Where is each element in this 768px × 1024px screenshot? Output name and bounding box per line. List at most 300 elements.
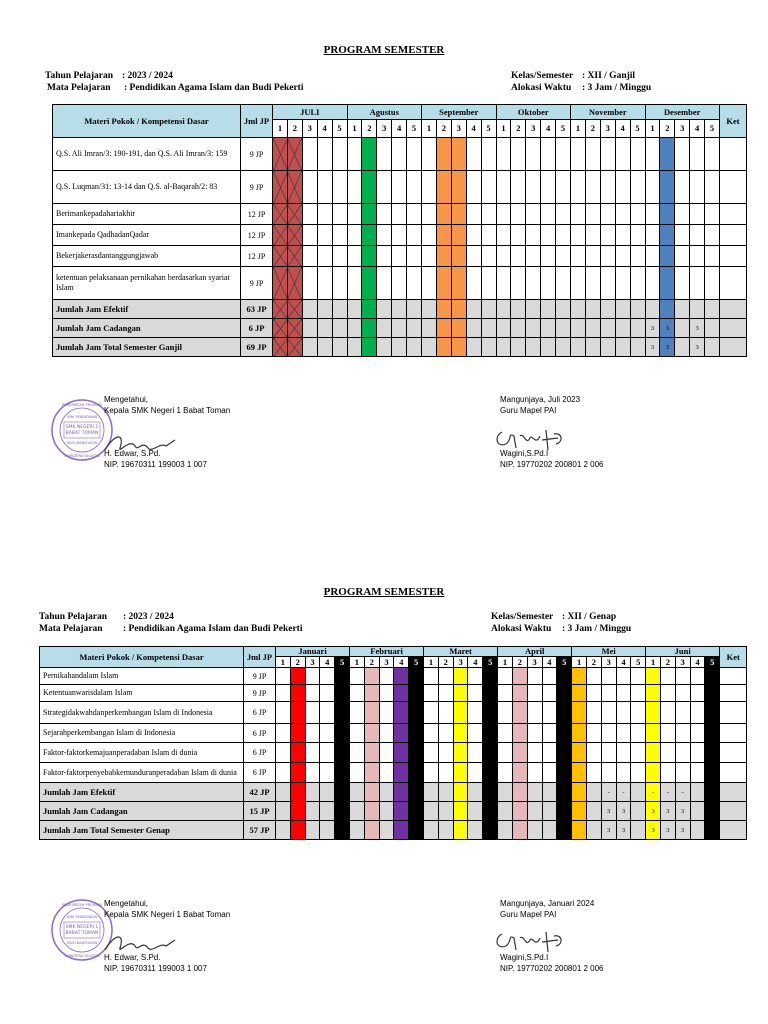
signature-right-2 <box>500 898 604 974</box>
week-cell <box>496 225 511 246</box>
week-cell <box>422 267 437 300</box>
week-cell <box>496 204 511 225</box>
week-cell-black <box>483 821 498 840</box>
week-cell <box>571 319 586 338</box>
week-number: 1 <box>276 657 291 668</box>
week-cell <box>631 802 646 821</box>
week-cell <box>305 802 320 821</box>
week-cell <box>630 319 645 338</box>
week-cell <box>305 821 320 840</box>
week-cell-pink <box>364 821 379 840</box>
week-cell <box>466 267 481 300</box>
week-cell-purple <box>394 743 409 763</box>
week-cell <box>541 204 556 225</box>
ket-cell <box>719 319 746 338</box>
week-cell-black <box>705 743 720 763</box>
week-cell-yellow <box>453 743 468 763</box>
week-cell <box>601 702 616 724</box>
week-cell <box>675 668 690 685</box>
week-cell-yellow <box>646 668 661 685</box>
week-cell <box>392 246 407 267</box>
tahun-value: : 2023 / 2024 <box>123 612 174 622</box>
week-cell <box>675 763 690 783</box>
week-cell <box>527 724 542 743</box>
kepsek-name: H. Edwar, S.Pd. <box>104 449 161 458</box>
week-cell-black <box>705 685 720 702</box>
week-cell <box>438 743 453 763</box>
week-cell <box>320 763 335 783</box>
week-cell <box>305 783 320 802</box>
kepsek-title: Kepala SMK Negeri 1 Babat Toman <box>104 910 231 919</box>
week-cell <box>332 225 347 246</box>
week-cell: 3 <box>690 338 705 357</box>
week-cell <box>571 171 586 204</box>
week-number: 4 <box>320 657 335 668</box>
week-cell <box>496 267 511 300</box>
ket-cell <box>720 802 747 821</box>
week-cell <box>276 821 291 840</box>
week-cell <box>615 225 630 246</box>
materi-cell: Strategidakwahdanperkembangan Islam di Indonesia <box>40 702 244 724</box>
week-cell <box>350 821 365 840</box>
week-cell <box>630 267 645 300</box>
week-cell <box>615 300 630 319</box>
month-header: Februari <box>350 647 424 657</box>
week-cell-black <box>335 802 350 821</box>
week-cell <box>407 319 422 338</box>
week-cell-red <box>290 802 305 821</box>
week-cell <box>541 225 556 246</box>
week-cell <box>541 171 556 204</box>
week-cell <box>631 668 646 685</box>
week-cell <box>496 138 511 171</box>
week-cell <box>511 338 526 357</box>
week-cell <box>422 338 437 357</box>
guru-name: Wagini,S.Pd.I <box>500 449 549 458</box>
week-cell <box>438 821 453 840</box>
jp-cell: 9 JP <box>244 668 276 685</box>
week-cell <box>438 685 453 702</box>
week-cell-black <box>557 783 572 802</box>
week-cell <box>407 204 422 225</box>
week-cell-pts <box>451 204 466 225</box>
week-cell <box>675 724 690 743</box>
week-cell-black <box>557 724 572 743</box>
week-cell <box>466 171 481 204</box>
kepsek-name: H. Edwar, S.Pd. <box>104 953 161 962</box>
week-cell <box>542 783 557 802</box>
week-number: 1 <box>496 120 511 138</box>
week-cell: 3 <box>601 821 616 840</box>
ket-cell <box>719 138 746 171</box>
week-cell <box>466 204 481 225</box>
week-cell-pts <box>436 338 451 357</box>
week-number: 3 <box>377 120 392 138</box>
jp-cell: 9 JP <box>241 267 273 300</box>
week-cell <box>690 138 705 171</box>
week-cell <box>305 743 320 763</box>
week-cell <box>526 138 541 171</box>
week-cell <box>705 204 720 225</box>
week-cell <box>498 802 513 821</box>
week-cell-orange <box>572 702 587 724</box>
week-cell-black <box>483 668 498 685</box>
alokasi-value: : 3 Jam / Minggu <box>562 624 632 634</box>
week-cell <box>615 204 630 225</box>
week-cell <box>302 246 317 267</box>
week-cell <box>585 267 600 300</box>
week-cell <box>631 685 646 702</box>
week-cell-yellow <box>646 724 661 743</box>
week-cell <box>615 171 630 204</box>
week-cell-holiday <box>287 338 302 357</box>
week-cell-black <box>335 783 350 802</box>
program-table-genap <box>39 646 747 840</box>
stamp-text-line: SMK NEGERI 1 <box>65 425 99 430</box>
week-cell <box>317 319 332 338</box>
week-cell <box>705 225 720 246</box>
signature-left-2 <box>104 898 230 974</box>
week-cell <box>541 319 556 338</box>
mapel-value: : Pendidikan Agama Islam dan Budi Pekerti <box>124 83 304 93</box>
week-cell <box>377 319 392 338</box>
week-cell-yellow: 3 <box>646 821 661 840</box>
tahun-label: Tahun Pelajaran <box>39 612 108 622</box>
week-number: 4 <box>466 120 481 138</box>
week-cell <box>631 763 646 783</box>
stamp-text-line: SMK PENDIDIKAN <box>66 915 98 919</box>
week-cell-black <box>409 763 424 783</box>
week-cell <box>320 668 335 685</box>
kelas-label: Kelas/Semester <box>491 612 554 622</box>
week-cell <box>527 702 542 724</box>
total-label: Jumlah Jam Total Semester Ganjil <box>53 338 241 357</box>
week-cell <box>305 685 320 702</box>
week-number: 4 <box>394 657 409 668</box>
week-number: 4 <box>616 657 631 668</box>
materi-cell: Faktor-faktorpenyebabkemunduranperadaban Islam di dunia <box>40 763 244 783</box>
week-cell <box>379 802 394 821</box>
week-cell <box>347 225 362 246</box>
week-cell-purple <box>394 783 409 802</box>
week-cell <box>424 743 439 763</box>
week-cell-pas: 3 <box>660 338 675 357</box>
stamp-text-line: SUMATERA SELATAN <box>64 454 100 458</box>
week-cell: - <box>675 783 690 802</box>
week-cell-yellow: - <box>646 783 661 802</box>
week-cell <box>586 724 601 743</box>
week-cell-ujian <box>362 300 377 319</box>
week-cell-black <box>483 763 498 783</box>
week-number: 2 <box>586 657 601 668</box>
week-cell <box>320 724 335 743</box>
week-number: 2 <box>436 120 451 138</box>
week-cell-holiday <box>287 319 302 338</box>
week-cell <box>705 267 720 300</box>
week-number: 3 <box>526 120 541 138</box>
week-number: 3 <box>379 657 394 668</box>
week-cell-holiday <box>287 204 302 225</box>
week-cell <box>526 319 541 338</box>
week-cell-pas: 3 <box>660 319 675 338</box>
week-cell <box>630 338 645 357</box>
week-cell <box>586 668 601 685</box>
week-cell-yellow <box>646 743 661 763</box>
week-number: 1 <box>422 120 437 138</box>
week-cell <box>468 685 483 702</box>
week-cell-pink <box>512 802 527 821</box>
week-cell <box>317 204 332 225</box>
week-number: 5 <box>332 120 347 138</box>
week-cell <box>586 783 601 802</box>
week-cell-holiday <box>287 225 302 246</box>
ket-cell <box>720 724 747 743</box>
week-cell-black <box>705 802 720 821</box>
week-cell: 3 <box>660 802 675 821</box>
place-date: Mangunjaya, Juli 2023 <box>500 395 581 404</box>
week-cell <box>498 821 513 840</box>
week-cell <box>556 338 571 357</box>
week-cell <box>438 763 453 783</box>
week-cell <box>645 138 660 171</box>
week-cell <box>317 225 332 246</box>
week-cell <box>511 225 526 246</box>
week-cell <box>332 246 347 267</box>
week-cell <box>481 225 496 246</box>
week-cell: 3 <box>645 338 660 357</box>
week-number: 1 <box>273 120 288 138</box>
week-cell-pas <box>660 225 675 246</box>
week-cell <box>379 668 394 685</box>
week-cell-red <box>290 685 305 702</box>
week-cell <box>276 763 291 783</box>
week-cell <box>392 204 407 225</box>
stamp-text-line: SMK PENDIDIKAN <box>66 415 98 419</box>
week-cell <box>541 267 556 300</box>
week-cell <box>407 171 422 204</box>
week-cell-pink <box>512 668 527 685</box>
week-cell <box>556 319 571 338</box>
week-number: 3 <box>527 657 542 668</box>
week-number: 2 <box>511 120 526 138</box>
week-cell-black <box>483 802 498 821</box>
week-number: 2 <box>362 120 377 138</box>
week-cell <box>422 138 437 171</box>
week-cell: 3 <box>601 802 616 821</box>
week-cell <box>630 300 645 319</box>
week-cell <box>542 763 557 783</box>
week-cell <box>556 267 571 300</box>
week-cell <box>424 702 439 724</box>
week-cell <box>600 300 615 319</box>
week-cell <box>690 763 705 783</box>
week-cell-black <box>409 783 424 802</box>
week-cell <box>332 338 347 357</box>
mapel-label: Mata Pelajaran <box>47 83 111 93</box>
week-cell <box>511 319 526 338</box>
week-number: 4 <box>392 120 407 138</box>
alokasi-value: : 3 Jam / Minggu <box>582 83 652 93</box>
week-number: 1 <box>571 120 586 138</box>
week-cell <box>705 300 720 319</box>
week-cell <box>424 724 439 743</box>
stamp-text-line: BABAT TOMAN <box>65 931 99 936</box>
week-cell-orange <box>572 821 587 840</box>
program-table-ganjil <box>52 104 747 357</box>
week-cell <box>526 338 541 357</box>
week-cell-pts <box>436 204 451 225</box>
week-number: 2 <box>290 657 305 668</box>
week-cell <box>466 225 481 246</box>
week-cell-pts <box>451 319 466 338</box>
header-left-ganjil <box>45 70 303 94</box>
week-cell <box>320 702 335 724</box>
week-cell <box>496 246 511 267</box>
week-number: 5 <box>409 657 424 668</box>
week-cell <box>496 319 511 338</box>
week-cell-pink <box>364 743 379 763</box>
week-number: 4 <box>690 120 705 138</box>
week-cell-pts <box>451 246 466 267</box>
week-cell <box>302 225 317 246</box>
week-cell <box>377 171 392 204</box>
week-number: 1 <box>347 120 362 138</box>
week-cell <box>615 338 630 357</box>
week-cell <box>407 267 422 300</box>
week-cell <box>468 668 483 685</box>
week-cell <box>350 702 365 724</box>
week-cell <box>585 246 600 267</box>
week-cell <box>347 204 362 225</box>
week-cell-black <box>557 802 572 821</box>
week-cell <box>645 300 660 319</box>
week-cell <box>379 702 394 724</box>
week-cell-pink <box>364 668 379 685</box>
ket-cell <box>720 668 747 685</box>
week-cell <box>302 204 317 225</box>
week-cell-ujian <box>362 267 377 300</box>
week-cell <box>468 763 483 783</box>
week-cell <box>556 300 571 319</box>
col-header-jml: Jml JP <box>241 105 273 138</box>
week-cell <box>675 743 690 763</box>
ket-cell <box>719 300 746 319</box>
stamp-text-line: PEMERINTAH PROVINSI <box>61 403 103 407</box>
total-label: Jumlah Jam Cadangan <box>40 802 244 821</box>
week-cell <box>468 702 483 724</box>
week-cell-pts <box>436 138 451 171</box>
week-cell <box>585 204 600 225</box>
week-cell <box>392 225 407 246</box>
week-cell-holiday <box>287 246 302 267</box>
week-cell <box>317 300 332 319</box>
jp-cell: 6 JP <box>244 702 276 724</box>
total-label: Jumlah Jam Efektif <box>40 783 244 802</box>
mengetahui-label: Mengetahui, <box>104 899 149 908</box>
week-cell-yellow <box>453 821 468 840</box>
signature-right-1 <box>500 394 604 470</box>
week-cell <box>350 802 365 821</box>
week-cell <box>438 668 453 685</box>
tahun-label: Tahun Pelajaran <box>45 71 114 81</box>
week-cell <box>332 171 347 204</box>
week-cell-yellow <box>453 724 468 743</box>
week-cell <box>615 246 630 267</box>
stamp-text-line: BABAT TOMAN <box>65 431 99 436</box>
week-cell <box>571 300 586 319</box>
week-cell <box>424 685 439 702</box>
week-cell-black <box>335 685 350 702</box>
week-number: 5 <box>631 657 646 668</box>
month-header: Januari <box>276 647 350 657</box>
week-number: 3 <box>302 120 317 138</box>
week-cell-red <box>290 702 305 724</box>
week-number: 1 <box>424 657 439 668</box>
week-cell <box>571 246 586 267</box>
week-cell <box>438 702 453 724</box>
week-cell-black <box>409 821 424 840</box>
week-cell <box>350 783 365 802</box>
week-cell <box>675 300 690 319</box>
week-cell-purple <box>394 763 409 783</box>
week-cell <box>600 267 615 300</box>
week-cell <box>600 246 615 267</box>
week-cell <box>276 724 291 743</box>
week-cell-yellow <box>453 668 468 685</box>
guru-nip: NIP. 19770202 200801 2 006 <box>500 964 604 973</box>
week-cell-yellow <box>646 702 661 724</box>
week-cell <box>468 802 483 821</box>
week-cell-red <box>290 821 305 840</box>
week-number: 3 <box>305 657 320 668</box>
week-cell-pink <box>512 685 527 702</box>
jp-cell: 6 JP <box>244 724 276 743</box>
week-cell <box>645 204 660 225</box>
stamp-text-line: PEMERINTAH PROVINSI <box>61 903 103 907</box>
week-number: 2 <box>512 657 527 668</box>
week-cell <box>305 763 320 783</box>
week-cell <box>630 225 645 246</box>
week-cell <box>276 783 291 802</box>
week-cell <box>392 300 407 319</box>
month-header: April <box>498 647 572 657</box>
week-cell <box>571 138 586 171</box>
week-cell <box>302 138 317 171</box>
week-cell: - <box>616 783 631 802</box>
week-cell <box>690 783 705 802</box>
week-cell <box>422 300 437 319</box>
week-cell <box>392 171 407 204</box>
week-cell <box>631 702 646 724</box>
week-number: 1 <box>350 657 365 668</box>
week-cell <box>302 267 317 300</box>
week-cell <box>616 763 631 783</box>
week-cell <box>705 171 720 204</box>
week-cell <box>377 225 392 246</box>
week-number: 4 <box>541 120 556 138</box>
week-cell <box>586 743 601 763</box>
mengetahui-label: Mengetahui, <box>104 395 149 404</box>
header-right-genap <box>491 611 631 635</box>
week-cell <box>320 783 335 802</box>
week-cell <box>498 724 513 743</box>
week-cell <box>526 171 541 204</box>
week-cell <box>630 171 645 204</box>
total-jp: 42 JP <box>244 783 276 802</box>
week-cell: 3 <box>645 319 660 338</box>
week-cell-holiday <box>287 171 302 204</box>
guru-name: Wagini,S.Pd.I <box>500 953 549 962</box>
